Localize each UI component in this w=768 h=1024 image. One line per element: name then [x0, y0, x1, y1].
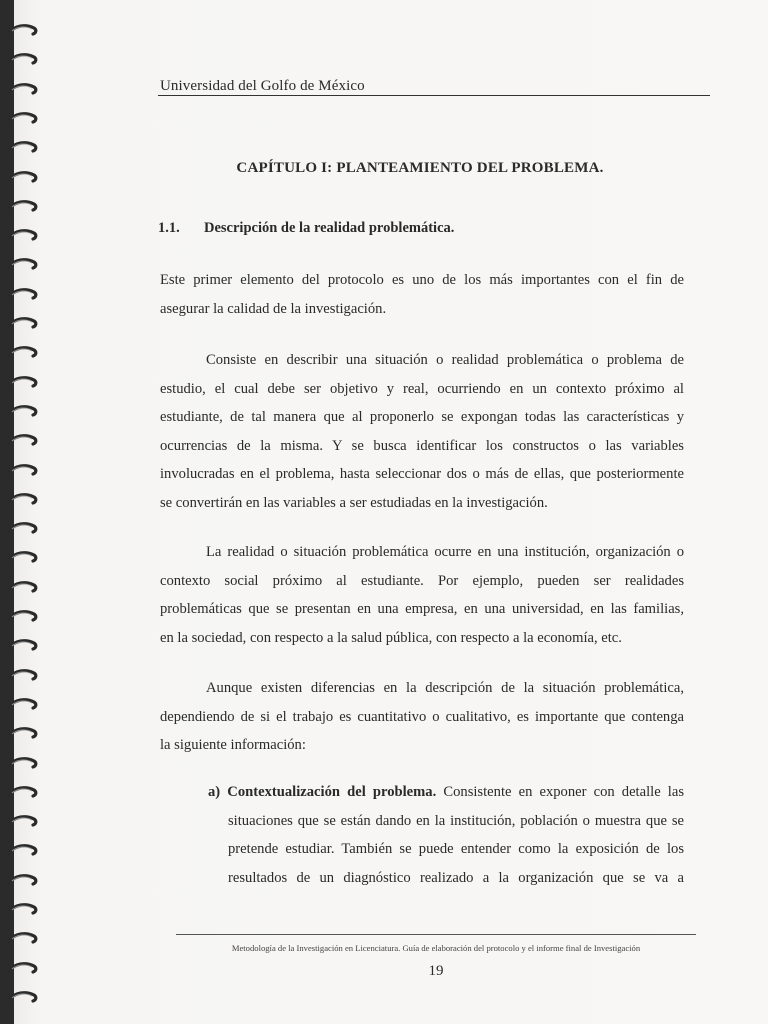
binding-coil [6, 286, 38, 304]
list-term: Contextualización del problema. [227, 784, 437, 800]
binding-coil [6, 696, 38, 714]
spiral-binding [0, 0, 44, 1024]
paragraph-line: contexto social próximo al estudiante. Por ejemplo, pueden ser realidades [160, 572, 684, 589]
binding-coil [6, 81, 38, 99]
list-item-line: situaciones que se están dando en la institución, población o muestra que se [228, 812, 684, 829]
binding-coil [6, 579, 38, 597]
list-item-line: pretende estudiar. También se puede entender como la exposición de los [228, 841, 684, 857]
list-item-text: Consistente en exponer con detalle las [443, 784, 685, 800]
binding-coil [6, 725, 38, 743]
paragraph-line: Consiste en describir una situación o realidad problemática o problema de [206, 352, 684, 368]
binding-coil [6, 813, 38, 831]
paragraph-line: involucradas en el problema, hasta seleccionar dos o más de ellas, que posteriormente [160, 466, 684, 482]
binding-coil [6, 520, 38, 538]
binding-coil [6, 256, 38, 274]
page-number: 19 [428, 963, 444, 979]
binding-coil [6, 403, 38, 421]
list-item-a [208, 778, 684, 892]
paragraph-line: problemáticas que se presentan en una empresa, en una universidad, en las familias, [160, 601, 684, 617]
binding-coil [6, 51, 38, 69]
list-item-first-line [208, 778, 684, 807]
footer-text: Metodología de la Investigación en Licenciatura. Guía de elaboración del protocolo y el informe final de Investigación [231, 943, 641, 953]
binding-coil [6, 315, 38, 333]
binding-coil [6, 432, 38, 450]
binding-coil [6, 198, 38, 216]
binding-coil [6, 637, 38, 655]
paragraph-1 [160, 266, 684, 323]
binding-coil [6, 22, 38, 40]
section-heading [158, 220, 678, 237]
binding-coil [6, 169, 38, 187]
paragraph-line: Este primer elemento del protocolo es uno de los más importantes con el fin de [160, 272, 684, 288]
binding-coil [6, 549, 38, 567]
paragraph-line: ocurrencias de la misma. Y se busca identificar los constructos o las variables [160, 437, 684, 454]
binding-coil [6, 755, 38, 773]
paragraph-line: en la sociedad, con respecto a la salud pública, con respecto a la economía, etc. [160, 629, 622, 646]
list-item-line: resultados de un diagnóstico realizado a la organización que se va a [228, 869, 684, 886]
header-rule [158, 95, 710, 96]
binding-coil [6, 960, 38, 978]
chapter-title: CAPÍTULO I: PLANTEAMIENTO DEL PROBLEMA. [236, 160, 604, 176]
binding-coil [6, 344, 38, 362]
binding-coil [6, 139, 38, 157]
binding-coil [6, 901, 38, 919]
binding-coil [6, 462, 38, 480]
footer-rule [176, 934, 696, 935]
paragraph-line: estudio, el cual debe ser objetivo y real, ocurriendo en un contexto próximo al [160, 380, 684, 397]
section-title: Descripción de la realidad problemática. [204, 220, 455, 236]
binding-coil [6, 227, 38, 245]
binding-coil [6, 842, 38, 860]
section-number: 1.1. [158, 220, 180, 236]
paragraph-line: se convertirán en las variables a ser estudiadas en la investigación. [160, 494, 548, 511]
list-marker: a) [208, 784, 221, 800]
paragraph-line: la siguiente información: [160, 737, 306, 753]
binding-coil [6, 374, 38, 392]
binding-coil [6, 872, 38, 890]
binding-coil [6, 110, 38, 128]
paragraph-line: dependiendo de si el trabajo es cuantitativo o cualitativo, es importante que contenga [160, 708, 684, 725]
running-header: Universidad del Golfo de México [160, 78, 365, 94]
binding-coil [6, 930, 38, 948]
binding-coil [6, 608, 38, 626]
paragraph-line: asegurar la calidad de la investigación. [160, 300, 387, 317]
paragraph-line: La realidad o situación problemática ocurre en una institución, organización o [206, 544, 684, 560]
binding-coil [6, 784, 38, 802]
paragraph-2 [160, 346, 684, 517]
paragraph-3 [160, 538, 684, 652]
paragraph-line: Aunque existen diferencias en la descripción de la situación problemática, [206, 680, 684, 696]
binding-coil [6, 989, 38, 1007]
binding-coil [6, 491, 38, 509]
paragraph-line: estudiante, de tal manera que al proponerlo se expongan todas las características y [160, 409, 684, 425]
binding-coil [6, 667, 38, 685]
paragraph-4 [160, 674, 684, 760]
